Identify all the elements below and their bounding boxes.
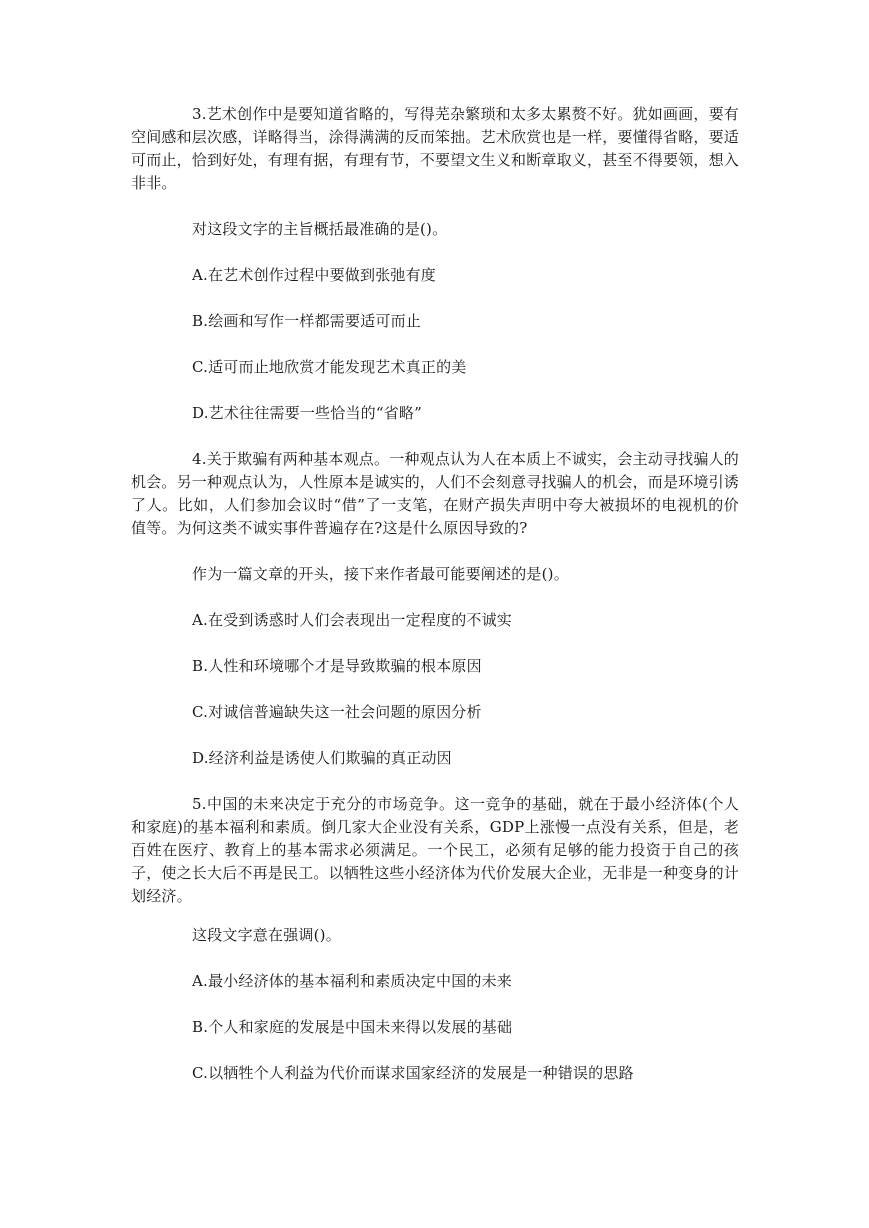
question-5-option-a: A.最小经济体的基本福利和素质决定中国的未来 [192, 972, 513, 990]
question-3-prompt: 对这段文字的主旨概括最准确的是()。 [192, 220, 448, 238]
question-3-option-b: B.绘画和写作一样都需要适可而止 [192, 312, 421, 330]
question-5-option-c: C.以牺牲个人利益为代价而谋求国家经济的发展是一种错误的思路 [192, 1064, 634, 1082]
question-4-passage: 4.关于欺骗有两种基本观点。一种观点认为人在本质上不诚实，会主动寻找骗人的机会。另一种观点认为，人性原本是诚实的，人们不会刻意寻找骗人的机会，而是环境引诱了人。比如，人们参加会议时“借”了一支笔，在财产损失声明中夸大被损坏的电视机的价值等。为何这类不诚实事件普遍存在?这是什么原因导致的? [131, 450, 740, 537]
question-4-option-d: D.经济利益是诱使人们欺骗的真正动因 [192, 749, 452, 767]
question-5-passage: 5.中国的未来决定于充分的市场竞争。这一竞争的基础，就在于最小经济体(个人和家庭)的基本福利和素质。倒几家大企业没有关系，GDP上涨慢一点没有关系，但是，老百姓在医疗、教育上的基本需求必须满足。一个民工，必须有足够的能力投资于自己的孩子，使之长大后不再是民工。以牺牲这些小经济体为代价发展大企业，无非是一种变身的计划经济。 [131, 795, 740, 905]
question-3-option-c: C.适可而止地欣赏才能发现艺术真正的美 [192, 358, 467, 376]
question-3-passage: 3.艺术创作中是要知道省略的，写得芜杂繁琐和太多太累赘不好。犹如画画，要有空间感和层次感，详略得当，涂得满满的反而笨拙。艺术欣赏也是一样，要懂得省略，要适可而止，恰到好处，有理有据，有理有节，不要望文生义和断章取义，甚至不得要领，想入非非。 [131, 105, 740, 192]
question-4-option-b: B.人性和环境哪个才是导致欺骗的根本原因 [192, 657, 482, 675]
question-4-option-c: C.对诚信普遍缺失这一社会问题的原因分析 [192, 703, 482, 721]
question-3-option-d: D.艺术往往需要一些恰当的“省略” [192, 404, 422, 422]
question-3-option-a: A.在艺术创作过程中要做到张弛有度 [192, 266, 437, 284]
question-4-prompt: 作为一篇文章的开头，接下来作者最可能要阐述的是()。 [192, 565, 569, 583]
question-5-option-b: B.个人和家庭的发展是中国未来得以发展的基础 [192, 1018, 513, 1036]
question-5-prompt: 这段文字意在强调()。 [192, 926, 341, 944]
question-4-option-a: A.在受到诱惑时人们会表现出一定程度的不诚实 [192, 611, 513, 629]
